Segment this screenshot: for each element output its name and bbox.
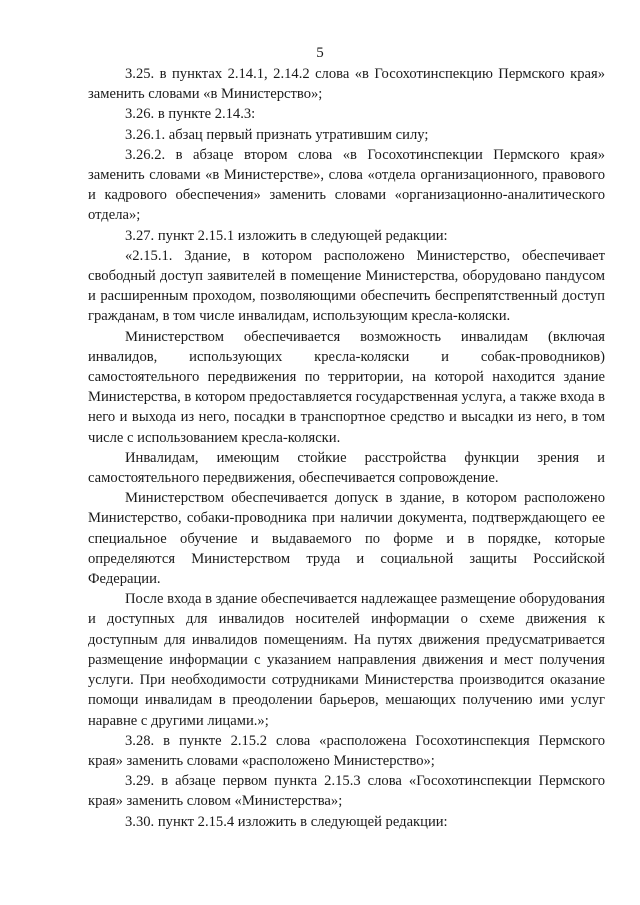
- paragraph-3-26-1: 3.26.1. абзац первый признать утратившим силу;: [125, 126, 429, 143]
- paragraph-3-26: 3.26. в пункте 2.14.3:: [125, 106, 256, 123]
- page-number: 5: [316, 45, 324, 61]
- paragraph-2-15-1: «2.15.1. Здание, в котором расположено Министерство, обеспечивает свободный доступ заявителей в помещение Министерства, оборудовано пандусом и расширенным проходом, позволяющими обеспечить беспрепятственный доступ гражданам, в том числе инвалидам, использующим кресла-коляски.: [88, 247, 605, 325]
- paragraph-3-28: 3.28. в пункте 2.15.2 слова «расположена Госохотинспекция Пермского края» заменить словами «расположено Министерство»;: [88, 732, 605, 769]
- paragraph-movement-access: Министерством обеспечивается возможность инвалидам (включая инвалидов, использующих кресла-коляски и собак-проводников) самостоятельного передвижения по территории, на которой находится здание Министерства, в котором предоставляется государственная услуга, а также входа в него и выхода из него, посадки в транспортное средство и высадки из него, в том числе с использованием кресла-коляски.: [88, 328, 605, 446]
- paragraph-3-27: 3.27. пункт 2.15.1 изложить в следующей редакции:: [125, 227, 448, 244]
- paragraph-escort: Инвалидам, имеющим стойкие расстройства функции зрения и самостоятельного передвижения, обеспечивается сопровождение.: [88, 449, 605, 487]
- paragraph-3-29: 3.29. в абзаце первом пункта 2.15.3 слова «Госохотинспекции Пермского края» заменить словом «Министерства»;: [88, 773, 605, 810]
- paragraph-guide-dog: Министерством обеспечивается допуск в здание, в котором расположено Министерство, собаки-проводника при наличии документа, подтверждающего ее специальное обучение и выдаваемого по форме и в порядке, которые определяются Министерством труда и социальной защиты Российской Федерации.: [88, 490, 605, 588]
- paragraph-3-25: 3.25. в пунктах 2.14.1, 2.14.2 слова «в Госохотинспекцию Пермского края» заменить словами «в Министерство»;: [88, 66, 605, 103]
- paragraph-3-30: 3.30. пункт 2.15.4 изложить в следующей редакции:: [125, 813, 448, 830]
- paragraph-3-26-2: 3.26.2. в абзаце втором слова «в Госохотинспекции Пермского края» заменить словами «в Министерстве», слова «отдела организационного, правового и кадрового обеспечения» заменить словами «организационно-аналитического отдела»;: [88, 146, 605, 224]
- document-body: [88, 64, 605, 832]
- paragraph-after-entry: После входа в здание обеспечивается надлежащее размещение оборудования и доступных для инвалидов носителей информации о схеме движения к доступным для инвалидов помещениям. На путях движения предусматривается размещение информации с указанием направления движения и мест получения услуги. При необходимости сотрудниками Министерства производится оказание помощи инвалидам в преодолении барьеров, мешающих получению ими услуг наравне с другими лицами.»;: [88, 591, 605, 729]
